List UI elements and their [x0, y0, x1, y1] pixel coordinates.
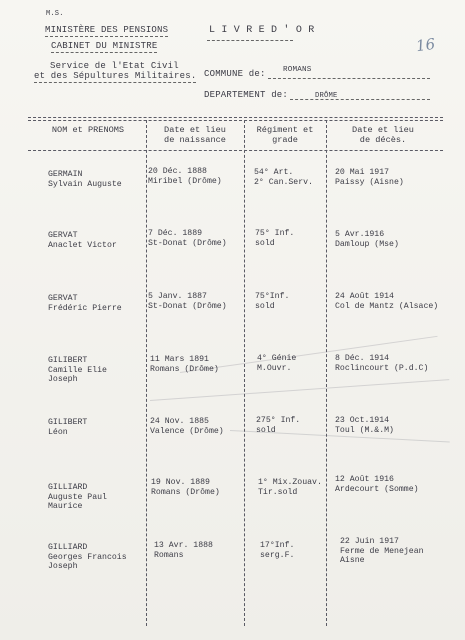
document-code: M.S. [46, 10, 64, 18]
title-underline [207, 40, 293, 41]
column-header-name: NOM et PRENOMS [51, 125, 125, 135]
paper-crease [150, 379, 449, 401]
cell-regiment: 17°Inf. serg.F. [260, 541, 295, 560]
table-header-rule [28, 150, 443, 151]
cell-death: 24 Août 1914 Col de Mantz (Alsace) [335, 292, 439, 311]
cell-name: GERVAT Anaclet Victor [48, 231, 117, 250]
cell-birth: 24 Nov. 1885 Valence (Drôme) [150, 417, 224, 436]
cell-regiment: 54° Art. 2° Can.Serv. [254, 168, 313, 187]
cell-death: 8 Déc. 1914 Roclincourt (P.d.C) [335, 354, 429, 373]
cell-name: GILIBERT Léon [48, 418, 88, 437]
departement-value: DRÔME [315, 92, 338, 100]
cell-birth: 19 Nov. 1889 Romans (Drôme) [151, 478, 220, 497]
cell-death: 12 Août 1916 Ardecourt (Somme) [335, 475, 419, 494]
commune-label: COMMUNE de: [204, 69, 266, 79]
cell-regiment: 75° Inf. sold [255, 229, 295, 248]
table-top-rule [28, 117, 443, 118]
cell-death: 5 Avr.1916 Damloup (Mse) [335, 230, 399, 249]
cell-name: GERVAT Frédéric Pierre [48, 294, 122, 313]
column-header-birth: Date et lieu de naissance [164, 125, 226, 145]
service-line-1: Service de l'Etat Civil [50, 61, 179, 71]
cell-name: GILIBERT Camille Elie Joseph [48, 356, 107, 385]
cell-birth: 13 Avr. 1888 Romans [154, 541, 213, 560]
cell-birth: 7 Déc. 1889 St-Donat (Drôme) [148, 229, 227, 248]
service-line-2: et des Sépultures Militaires. [34, 71, 197, 81]
table-top-rule [28, 120, 443, 121]
column-divider [244, 120, 245, 626]
cell-regiment: 275° Inf. sold [256, 416, 301, 435]
departement-label: DEPARTEMENT de: [204, 90, 289, 100]
cell-birth: 5 Janv. 1887 St-Donat (Drôme) [148, 292, 227, 311]
cell-death: 22 Juin 1917 Ferme de Menejean Aisne [340, 537, 424, 566]
departement-underline [290, 99, 430, 100]
folio-number: 16 [414, 34, 437, 56]
book-title: L I V R E D ' O R [209, 25, 315, 36]
cell-regiment: 75°Inf. sold [255, 292, 290, 311]
cell-name: GERMAIN Sylvain Auguste [48, 170, 122, 189]
cabinet-heading: CABINET DU MINISTRE [51, 41, 158, 51]
commune-underline [268, 78, 430, 79]
cell-regiment: 1° Mix.Zouav. Tir.sold [258, 478, 322, 497]
commune-value: ROMANS [283, 66, 312, 74]
column-divider [146, 120, 147, 626]
cell-regiment: 4° Génie M.Ouvr. [257, 354, 297, 373]
cell-name: GILLIARD Georges Francois Joseph [48, 543, 127, 572]
cell-death: 20 Mai 1917 Paissy (Aisne) [335, 168, 404, 187]
cell-birth: 20 Déc. 1888 Miribel (Drôme) [148, 167, 222, 186]
ministry-heading: MINISTÈRE DES PENSIONS [45, 25, 169, 35]
column-header-regiment: Régiment et grade [256, 125, 314, 145]
cell-name: GILLIARD Auguste Paul Maurice [48, 483, 107, 512]
column-divider [326, 120, 327, 626]
cell-death: 23 Oct.1914 Toul (M.&.M) [335, 416, 394, 435]
cell-birth: 11 Mars 1891 Romans (Drôme) [150, 355, 219, 374]
column-header-death: Date et lieu de décès. [352, 125, 414, 145]
